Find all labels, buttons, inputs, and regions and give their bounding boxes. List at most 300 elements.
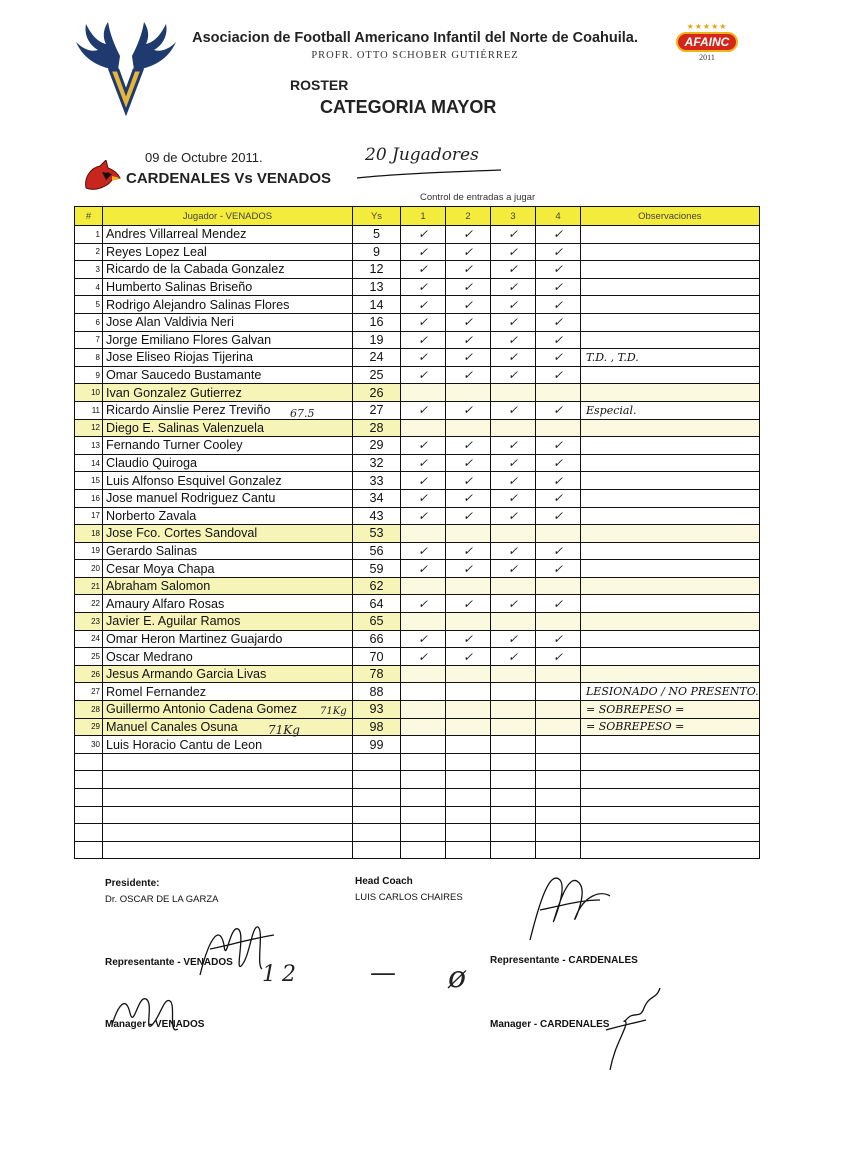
observation-cell bbox=[581, 824, 760, 842]
observation-cell: T.D. , T.D. bbox=[581, 349, 760, 367]
observation-cell bbox=[581, 595, 760, 613]
jersey-number: 99 bbox=[353, 736, 401, 754]
observation-cell bbox=[581, 437, 760, 455]
observation-cell bbox=[581, 806, 760, 824]
row-number: 19 bbox=[75, 542, 103, 560]
player-name: Cesar Moya Chapa bbox=[103, 560, 353, 578]
quarter-2-check bbox=[446, 577, 491, 595]
quarter-4-check bbox=[536, 384, 581, 402]
quarter-4-check bbox=[536, 665, 581, 683]
quarter-3-check: ✓ bbox=[491, 437, 536, 455]
player-name: Jose Fco. Cortes Sandoval bbox=[103, 525, 353, 543]
score-note-twelve: 12 bbox=[262, 962, 302, 987]
table-row bbox=[75, 806, 760, 824]
jersey-number: 59 bbox=[353, 560, 401, 578]
quarter-4-check bbox=[536, 789, 581, 807]
margin-note-weight-row28: 71Kg bbox=[320, 706, 347, 717]
jersey-number: 78 bbox=[353, 665, 401, 683]
quarter-1-check bbox=[401, 718, 446, 736]
row-number: 22 bbox=[75, 595, 103, 613]
quarter-3-check: ✓ bbox=[491, 542, 536, 560]
jersey-number: 13 bbox=[353, 278, 401, 296]
badge-logo-text: AFAINC bbox=[676, 32, 738, 52]
quarter-1-check: ✓ bbox=[401, 595, 446, 613]
observation-cell bbox=[581, 841, 760, 859]
table-row bbox=[75, 261, 760, 279]
table-row bbox=[75, 771, 760, 789]
observation-cell: = SOBREPESO = bbox=[581, 701, 760, 719]
quarter-1-check: ✓ bbox=[401, 454, 446, 472]
observation-cell bbox=[581, 313, 760, 331]
table-row bbox=[75, 736, 760, 754]
match-date: 09 de Octubre 2011. bbox=[145, 150, 263, 165]
player-name bbox=[103, 771, 353, 789]
observation-cell bbox=[581, 560, 760, 578]
row-number: 14 bbox=[75, 454, 103, 472]
jersey-number: 26 bbox=[353, 384, 401, 402]
jersey-number: 65 bbox=[353, 613, 401, 631]
quarter-3-check: ✓ bbox=[491, 560, 536, 578]
jersey-number: 33 bbox=[353, 472, 401, 490]
quarter-2-check: ✓ bbox=[446, 243, 491, 261]
jersey-number: 34 bbox=[353, 489, 401, 507]
table-row bbox=[75, 613, 760, 631]
quarter-4-check: ✓ bbox=[536, 595, 581, 613]
organization-title: Asociacion de Football Americano Infantil del Norte de Coahuila. bbox=[192, 30, 638, 46]
observation-cell bbox=[581, 665, 760, 683]
quarter-1-check: ✓ bbox=[401, 331, 446, 349]
jersey-number: 66 bbox=[353, 630, 401, 648]
manager-venados-label: Manager - VENADOS bbox=[105, 1019, 205, 1030]
observation-cell: LESIONADO / NO PRESENTO. bbox=[581, 683, 760, 701]
player-name: Ricardo Ainslie Perez Treviño bbox=[103, 401, 353, 419]
table-row bbox=[75, 560, 760, 578]
table-row bbox=[75, 683, 760, 701]
quarter-2-check: ✓ bbox=[446, 630, 491, 648]
quarter-1-check bbox=[401, 419, 446, 437]
jersey-number: 56 bbox=[353, 542, 401, 560]
quarter-4-check bbox=[536, 701, 581, 719]
observation-cell bbox=[581, 226, 760, 244]
table-row bbox=[75, 824, 760, 842]
jersey-number: 14 bbox=[353, 296, 401, 314]
row-number bbox=[75, 753, 103, 771]
row-number: 25 bbox=[75, 648, 103, 666]
table-row bbox=[75, 507, 760, 525]
quarter-1-check: ✓ bbox=[401, 243, 446, 261]
quarter-3-check: ✓ bbox=[491, 454, 536, 472]
control-caption: Control de entradas a jugar bbox=[420, 192, 536, 203]
quarter-4-check: ✓ bbox=[536, 560, 581, 578]
row-number: 12 bbox=[75, 419, 103, 437]
player-name bbox=[103, 789, 353, 807]
table-row bbox=[75, 525, 760, 543]
table-row bbox=[75, 313, 760, 331]
signature-cardenales-representative bbox=[510, 860, 620, 950]
observation-cell bbox=[581, 331, 760, 349]
player-name: Jorge Emiliano Flores Galvan bbox=[103, 331, 353, 349]
row-number: 16 bbox=[75, 489, 103, 507]
jersey-number bbox=[353, 753, 401, 771]
roster-table bbox=[74, 206, 760, 859]
table-row bbox=[75, 665, 760, 683]
quarter-1-check bbox=[401, 683, 446, 701]
row-number bbox=[75, 824, 103, 842]
quarter-1-check: ✓ bbox=[401, 437, 446, 455]
quarter-2-check: ✓ bbox=[446, 261, 491, 279]
quarter-3-check bbox=[491, 771, 536, 789]
quarter-2-check: ✓ bbox=[446, 296, 491, 314]
row-number: 1 bbox=[75, 226, 103, 244]
observation-cell bbox=[581, 771, 760, 789]
player-name: Norberto Zavala bbox=[103, 507, 353, 525]
quarter-3-check bbox=[491, 789, 536, 807]
manager-cardenales-label: Manager - CARDENALES bbox=[490, 1019, 610, 1030]
head-coach-label: Head Coach bbox=[355, 876, 413, 887]
observation-cell bbox=[581, 489, 760, 507]
row-number bbox=[75, 841, 103, 859]
observation-cell bbox=[581, 472, 760, 490]
quarter-3-check: ✓ bbox=[491, 507, 536, 525]
quarter-3-check: ✓ bbox=[491, 489, 536, 507]
player-name: Omar Heron Martinez Guajardo bbox=[103, 630, 353, 648]
jersey-number: 64 bbox=[353, 595, 401, 613]
row-number: 3 bbox=[75, 261, 103, 279]
player-name: Luis Alfonso Esquivel Gonzalez bbox=[103, 472, 353, 490]
player-name: Omar Saucedo Bustamante bbox=[103, 366, 353, 384]
table-row bbox=[75, 701, 760, 719]
row-number: 13 bbox=[75, 437, 103, 455]
observation-cell bbox=[581, 243, 760, 261]
player-name bbox=[103, 806, 353, 824]
quarter-2-check: ✓ bbox=[446, 278, 491, 296]
header-q4: 4 bbox=[536, 207, 581, 226]
jersey-number: 70 bbox=[353, 648, 401, 666]
table-row bbox=[75, 243, 760, 261]
jersey-number: 25 bbox=[353, 366, 401, 384]
jersey-number: 53 bbox=[353, 525, 401, 543]
table-row bbox=[75, 489, 760, 507]
quarter-3-check: ✓ bbox=[491, 331, 536, 349]
quarter-2-check bbox=[446, 771, 491, 789]
quarter-1-check: ✓ bbox=[401, 648, 446, 666]
header-yards: Ys bbox=[353, 207, 401, 226]
quarter-1-check: ✓ bbox=[401, 261, 446, 279]
quarter-4-check bbox=[536, 683, 581, 701]
quarter-3-check: ✓ bbox=[491, 261, 536, 279]
cardinal-bird-icon bbox=[80, 160, 122, 194]
observation-cell bbox=[581, 613, 760, 631]
quarter-3-check bbox=[491, 665, 536, 683]
quarter-4-check: ✓ bbox=[536, 630, 581, 648]
table-row bbox=[75, 630, 760, 648]
jersey-number: 62 bbox=[353, 577, 401, 595]
quarter-2-check: ✓ bbox=[446, 349, 491, 367]
observation-cell: Especial. bbox=[581, 401, 760, 419]
quarter-3-check bbox=[491, 613, 536, 631]
observation-cell bbox=[581, 366, 760, 384]
jersey-number bbox=[353, 771, 401, 789]
quarter-4-check bbox=[536, 824, 581, 842]
signature-manager-cardenales bbox=[600, 980, 680, 1080]
row-number: 6 bbox=[75, 313, 103, 331]
quarter-4-check: ✓ bbox=[536, 454, 581, 472]
quarter-4-check: ✓ bbox=[536, 489, 581, 507]
table-row bbox=[75, 595, 760, 613]
quarter-3-check: ✓ bbox=[491, 296, 536, 314]
quarter-1-check: ✓ bbox=[401, 507, 446, 525]
table-row bbox=[75, 278, 760, 296]
row-number: 4 bbox=[75, 278, 103, 296]
quarter-2-check: ✓ bbox=[446, 507, 491, 525]
quarter-2-check bbox=[446, 841, 491, 859]
presidente-label: Presidente: bbox=[105, 878, 160, 889]
observation-cell bbox=[581, 630, 760, 648]
roster-label: ROSTER bbox=[290, 77, 349, 93]
quarter-2-check bbox=[446, 525, 491, 543]
quarter-4-check bbox=[536, 771, 581, 789]
quarter-1-check bbox=[401, 753, 446, 771]
quarter-4-check bbox=[536, 525, 581, 543]
jersey-number: 29 bbox=[353, 437, 401, 455]
score-dash: — bbox=[370, 958, 396, 988]
quarter-3-check: ✓ bbox=[491, 313, 536, 331]
jersey-number: 27 bbox=[353, 401, 401, 419]
row-number: 23 bbox=[75, 613, 103, 631]
quarter-3-check bbox=[491, 384, 536, 402]
quarter-2-check: ✓ bbox=[446, 366, 491, 384]
row-number: 10 bbox=[75, 384, 103, 402]
jersey-number: 32 bbox=[353, 454, 401, 472]
quarter-4-check: ✓ bbox=[536, 226, 581, 244]
quarter-1-check: ✓ bbox=[401, 489, 446, 507]
player-name: Ivan Gonzalez Gutierrez bbox=[103, 384, 353, 402]
quarter-4-check: ✓ bbox=[536, 472, 581, 490]
row-number: 20 bbox=[75, 560, 103, 578]
header-player: Jugador - VENADOS bbox=[103, 207, 353, 226]
table-row bbox=[75, 718, 760, 736]
quarter-1-check bbox=[401, 665, 446, 683]
player-name: Fernando Turner Cooley bbox=[103, 437, 353, 455]
handwritten-player-count: 20 Jugadores bbox=[365, 145, 479, 165]
quarter-3-check bbox=[491, 577, 536, 595]
representante-venados-label: Representante - VENADOS bbox=[105, 957, 233, 968]
quarter-3-check: ✓ bbox=[491, 349, 536, 367]
coach-line: PROFR. OTTO SCHOBER GUTIÉRREZ bbox=[311, 50, 519, 61]
quarter-1-check bbox=[401, 736, 446, 754]
quarter-1-check: ✓ bbox=[401, 278, 446, 296]
quarter-3-check: ✓ bbox=[491, 630, 536, 648]
score-zero: ø bbox=[448, 960, 467, 995]
quarter-3-check: ✓ bbox=[491, 648, 536, 666]
row-number: 18 bbox=[75, 525, 103, 543]
quarter-4-check: ✓ bbox=[536, 278, 581, 296]
quarter-4-check: ✓ bbox=[536, 349, 581, 367]
quarter-4-check: ✓ bbox=[536, 296, 581, 314]
row-number: 28 bbox=[75, 701, 103, 719]
observation-cell bbox=[581, 507, 760, 525]
quarter-4-check bbox=[536, 419, 581, 437]
quarter-3-check: ✓ bbox=[491, 472, 536, 490]
table-row bbox=[75, 401, 760, 419]
header-observations: Observaciones bbox=[581, 207, 760, 226]
player-name: Jesus Armando Garcia Livas bbox=[103, 665, 353, 683]
table-row bbox=[75, 753, 760, 771]
observation-cell bbox=[581, 542, 760, 560]
jersey-number: 19 bbox=[353, 331, 401, 349]
quarter-3-check: ✓ bbox=[491, 226, 536, 244]
table-header-row bbox=[75, 207, 760, 226]
quarter-3-check bbox=[491, 718, 536, 736]
observation-cell bbox=[581, 525, 760, 543]
quarter-1-check bbox=[401, 841, 446, 859]
quarter-4-check bbox=[536, 577, 581, 595]
row-number: 21 bbox=[75, 577, 103, 595]
player-name: Reyes Lopez Leal bbox=[103, 243, 353, 261]
player-name: Amaury Alfaro Rosas bbox=[103, 595, 353, 613]
signature-venados-representative bbox=[190, 905, 280, 995]
quarter-1-check bbox=[401, 771, 446, 789]
table-row bbox=[75, 331, 760, 349]
representante-cardenales-label: Representante - CARDENALES bbox=[490, 955, 638, 966]
quarter-3-check: ✓ bbox=[491, 243, 536, 261]
row-number: 17 bbox=[75, 507, 103, 525]
quarter-2-check: ✓ bbox=[446, 489, 491, 507]
table-row bbox=[75, 577, 760, 595]
table-row bbox=[75, 841, 760, 859]
jersey-number: 9 bbox=[353, 243, 401, 261]
quarter-4-check bbox=[536, 753, 581, 771]
header-q3: 3 bbox=[491, 207, 536, 226]
player-name: Rodrigo Alejandro Salinas Flores bbox=[103, 296, 353, 314]
table-row bbox=[75, 366, 760, 384]
jersey-number bbox=[353, 841, 401, 859]
row-number: 7 bbox=[75, 331, 103, 349]
badge-year: 2011 bbox=[699, 53, 715, 62]
table-row bbox=[75, 349, 760, 367]
quarter-2-check: ✓ bbox=[446, 401, 491, 419]
player-name bbox=[103, 841, 353, 859]
quarter-3-check: ✓ bbox=[491, 366, 536, 384]
table-row bbox=[75, 542, 760, 560]
quarter-1-check: ✓ bbox=[401, 401, 446, 419]
quarter-2-check bbox=[446, 736, 491, 754]
player-name: Jose Eliseo Riojas Tijerina bbox=[103, 349, 353, 367]
player-name: Claudio Quiroga bbox=[103, 454, 353, 472]
quarter-1-check: ✓ bbox=[401, 296, 446, 314]
row-number: 29 bbox=[75, 718, 103, 736]
quarter-2-check: ✓ bbox=[446, 648, 491, 666]
quarter-2-check bbox=[446, 718, 491, 736]
observation-cell bbox=[581, 278, 760, 296]
quarter-3-check bbox=[491, 419, 536, 437]
quarter-2-check: ✓ bbox=[446, 472, 491, 490]
quarter-4-check: ✓ bbox=[536, 366, 581, 384]
row-number: 26 bbox=[75, 665, 103, 683]
quarter-1-check bbox=[401, 824, 446, 842]
quarter-4-check: ✓ bbox=[536, 542, 581, 560]
player-name: Oscar Medrano bbox=[103, 648, 353, 666]
header-number: # bbox=[75, 207, 103, 226]
quarter-1-check bbox=[401, 525, 446, 543]
row-number: 30 bbox=[75, 736, 103, 754]
quarter-2-check bbox=[446, 824, 491, 842]
quarter-4-check bbox=[536, 841, 581, 859]
player-name: Jose manuel Rodriguez Cantu bbox=[103, 489, 353, 507]
quarter-4-check bbox=[536, 718, 581, 736]
quarter-2-check bbox=[446, 384, 491, 402]
quarter-1-check: ✓ bbox=[401, 472, 446, 490]
category-title: CATEGORIA MAYOR bbox=[320, 97, 497, 117]
quarter-1-check bbox=[401, 577, 446, 595]
jersey-number bbox=[353, 824, 401, 842]
quarter-1-check: ✓ bbox=[401, 313, 446, 331]
table-row bbox=[75, 384, 760, 402]
handwritten-underline bbox=[355, 168, 505, 182]
observation-cell bbox=[581, 384, 760, 402]
jersey-number: 88 bbox=[353, 683, 401, 701]
quarter-2-check bbox=[446, 419, 491, 437]
player-name: Jose Alan Valdivia Neri bbox=[103, 313, 353, 331]
observation-cell bbox=[581, 736, 760, 754]
row-number: 2 bbox=[75, 243, 103, 261]
quarter-1-check: ✓ bbox=[401, 560, 446, 578]
table-row bbox=[75, 226, 760, 244]
header-q1: 1 bbox=[401, 207, 446, 226]
quarter-2-check: ✓ bbox=[446, 226, 491, 244]
observation-cell bbox=[581, 648, 760, 666]
quarter-3-check bbox=[491, 736, 536, 754]
quarter-1-check: ✓ bbox=[401, 542, 446, 560]
stars-icon: ★★★★★ bbox=[686, 22, 728, 31]
observation-cell bbox=[581, 577, 760, 595]
player-name bbox=[103, 753, 353, 771]
quarter-3-check bbox=[491, 806, 536, 824]
quarter-2-check: ✓ bbox=[446, 542, 491, 560]
header-q2: 2 bbox=[446, 207, 491, 226]
quarter-4-check bbox=[536, 806, 581, 824]
jersey-number bbox=[353, 806, 401, 824]
observation-cell bbox=[581, 789, 760, 807]
row-number: 27 bbox=[75, 683, 103, 701]
table-row bbox=[75, 419, 760, 437]
head-coach-name: LUIS CARLOS CHAIRES bbox=[355, 892, 463, 903]
observation-cell: = SOBREPESO = bbox=[581, 718, 760, 736]
row-number: 8 bbox=[75, 349, 103, 367]
quarter-3-check bbox=[491, 525, 536, 543]
player-name: Ricardo de la Cabada Gonzalez bbox=[103, 261, 353, 279]
quarter-2-check bbox=[446, 806, 491, 824]
player-name: Luis Horacio Cantu de Leon bbox=[103, 736, 353, 754]
quarter-3-check: ✓ bbox=[491, 595, 536, 613]
player-name: Guillermo Antonio Cadena Gomez bbox=[103, 701, 353, 719]
quarter-1-check: ✓ bbox=[401, 226, 446, 244]
quarter-4-check: ✓ bbox=[536, 648, 581, 666]
table-row bbox=[75, 454, 760, 472]
margin-note-weight-row11: 67.5 bbox=[290, 407, 315, 420]
table-row bbox=[75, 472, 760, 490]
quarter-2-check bbox=[446, 613, 491, 631]
quarter-1-check: ✓ bbox=[401, 349, 446, 367]
quarter-1-check: ✓ bbox=[401, 630, 446, 648]
observation-cell bbox=[581, 296, 760, 314]
player-name: Abraham Salomon bbox=[103, 577, 353, 595]
jersey-number: 43 bbox=[353, 507, 401, 525]
quarter-4-check: ✓ bbox=[536, 313, 581, 331]
quarter-3-check bbox=[491, 683, 536, 701]
quarter-2-check: ✓ bbox=[446, 454, 491, 472]
quarter-4-check: ✓ bbox=[536, 331, 581, 349]
